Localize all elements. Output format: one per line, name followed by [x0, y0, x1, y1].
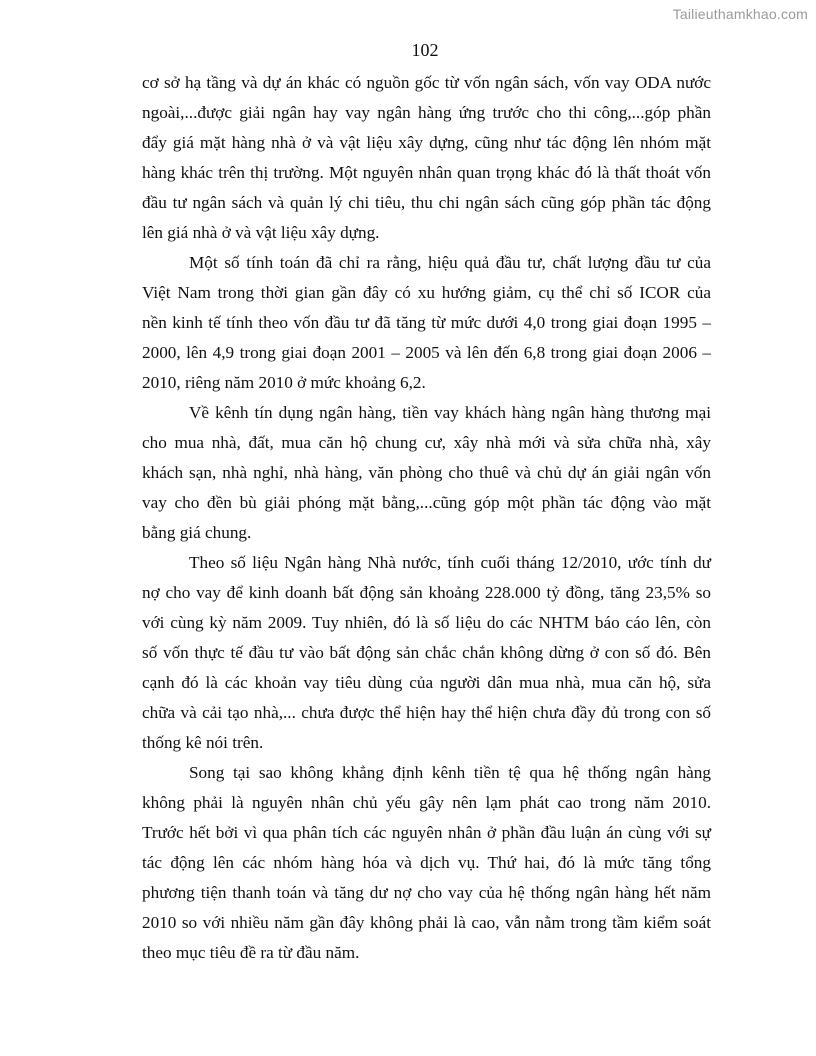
paragraph	[142, 248, 711, 398]
watermark: Tailieuthamkhao.com	[672, 6, 808, 22]
text-line: Về kênh tín dụng ngân hàng, tiền vay khách hàng ngân hàng thương mại	[189, 403, 711, 422]
paragraph	[142, 398, 711, 548]
text-line: không phải là nguyên nhân chủ yếu gây nên lạm phát cao trong năm 2010.	[142, 793, 711, 812]
text-line: theo mục tiêu đề ra từ đầu năm.	[142, 943, 360, 962]
text-line: Theo số liệu Ngân hàng Nhà nước, tính cuối tháng 12/2010, ước tính dư	[189, 553, 711, 572]
text-line: 2010 so với nhiều năm gần đây không phải là cao, vẫn nằm trong tầm kiểm soát	[142, 913, 711, 932]
text-line: đầu tư ngân sách và quản lý chi tiêu, thu chi ngân sách cũng góp phần tác động	[142, 193, 711, 212]
text-line: cho mua nhà, đất, mua căn hộ chung cư, xây nhà mới và sửa chữa nhà, xây	[142, 433, 711, 452]
text-line: 2010, riêng năm 2010 ở mức khoảng 6,2.	[142, 373, 426, 392]
page-number: 102	[411, 40, 439, 60]
paragraph	[142, 68, 711, 248]
text-line: nợ cho vay để kinh doanh bất động sản khoảng 228.000 tỷ đồng, tăng 23,5% so	[142, 583, 711, 602]
paragraph	[142, 758, 711, 968]
text-line: ngoài,...được giải ngân hay vay ngân hàng ứng trước cho thi công,...góp phần	[142, 103, 711, 122]
text-line: hàng khác trên thị trường. Một nguyên nhân quan trọng khác đó là thất thoát vốn	[142, 163, 711, 182]
text-line: tác động lên các nhóm hàng hóa và dịch vụ. Thứ hai, đó là mức tăng tổng	[142, 853, 711, 872]
text-line: với cùng kỳ năm 2009. Tuy nhiên, đó là số liệu do các NHTM báo cáo lên, còn	[142, 613, 711, 632]
text-line: đẩy giá mặt hàng nhà ở và vật liệu xây dựng, cũng như tác động lên nhóm mặt	[142, 133, 711, 152]
text-line: thống kê nói trên.	[142, 733, 264, 752]
text-line: số vốn thực tế đầu tư vào bất động sản chắc chắn không dừng ở con số đó. Bên	[142, 643, 711, 662]
text-line: 2000, lên 4,9 trong giai đoạn 2001 – 2005 và lên đến 6,8 trong giai đoạn 2006 –	[142, 343, 711, 362]
text-line: Trước hết bởi vì qua phân tích các nguyên nhân ở phần đầu luận án cùng với sự	[142, 823, 711, 842]
paragraph	[142, 548, 711, 758]
text-line: lên giá nhà ở và vật liệu xây dựng.	[142, 223, 380, 242]
text-line: nền kinh tế tính theo vốn đầu tư đã tăng từ mức dưới 4,0 trong giai đoạn 1995 –	[142, 313, 711, 332]
text-line: vay cho đền bù giải phóng mặt bằng,...cũng góp một phần tác động vào mặt	[142, 493, 711, 512]
text-line: Song tại sao không khẳng định kênh tiền tệ qua hệ thống ngân hàng	[189, 763, 711, 782]
text-line: chữa và cải tạo nhà,... chưa được thể hiện hay thể hiện chưa đầy đủ trong con số	[142, 703, 711, 722]
text-line: cạnh đó là các khoản vay tiêu dùng của người dân mua nhà, mua căn hộ, sửa	[142, 673, 711, 692]
text-line: bằng giá chung.	[142, 523, 252, 542]
text-line: Một số tính toán đã chỉ ra rằng, hiệu quả đầu tư, chất lượng đầu tư của	[189, 253, 711, 272]
text-line: cơ sở hạ tầng và dự án khác có nguồn gốc từ vốn ngân sách, vốn vay ODA nước	[142, 73, 711, 92]
text-line: Việt Nam trong thời gian gần đây có xu hướng giảm, cụ thể chỉ số ICOR của	[142, 283, 711, 302]
text-line: phương tiện thanh toán và tăng dư nợ cho vay của hệ thống ngân hàng hết năm	[142, 883, 711, 902]
document-body	[142, 68, 711, 968]
text-line: khách sạn, nhà nghỉ, nhà hàng, văn phòng cho thuê và chủ dự án giải ngân vốn	[142, 463, 711, 482]
